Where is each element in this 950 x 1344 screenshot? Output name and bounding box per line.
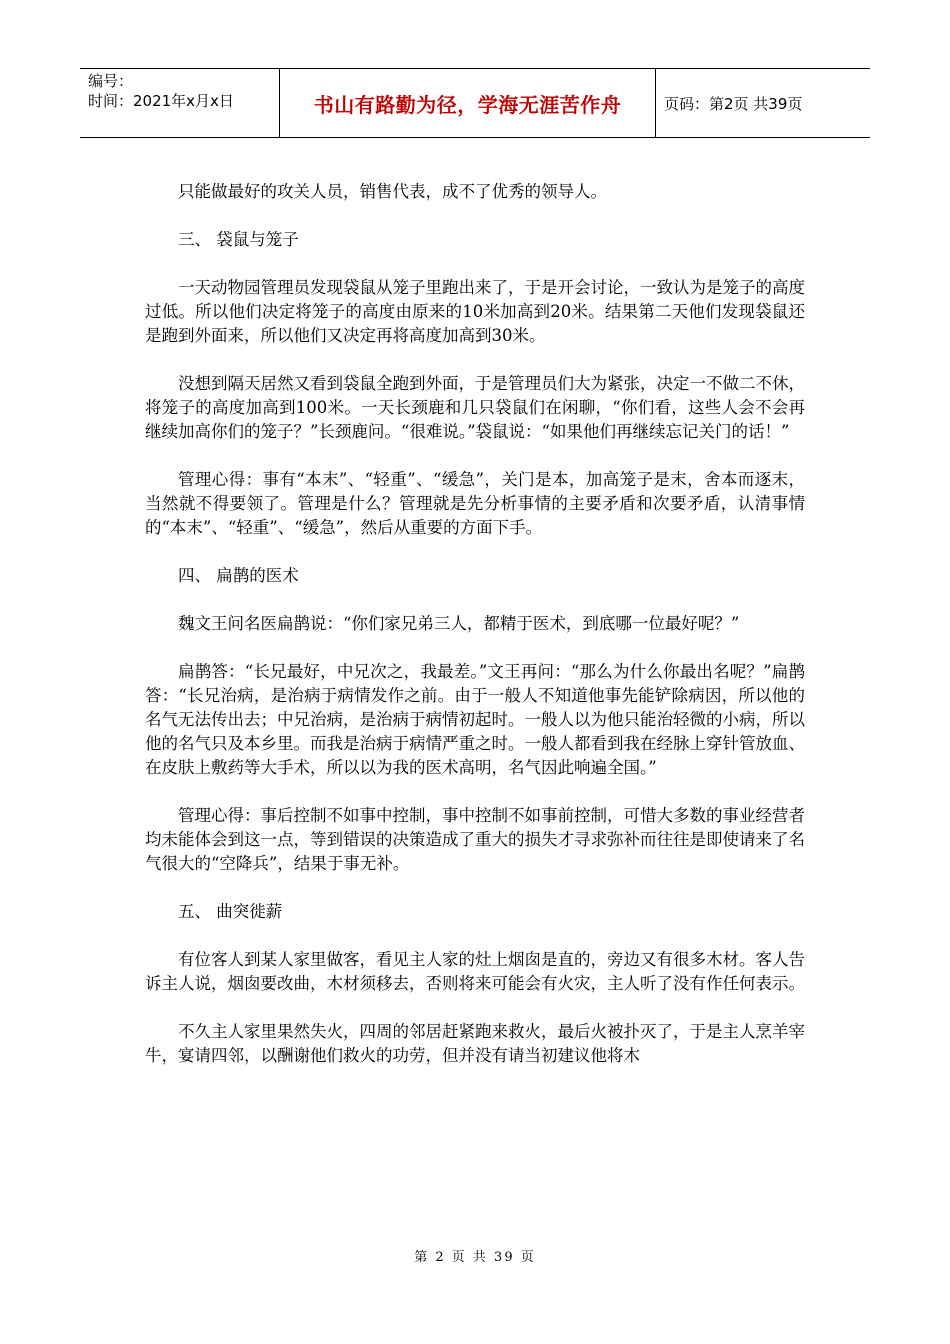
header-meta xyxy=(80,69,280,137)
document-body xyxy=(145,180,805,1092)
document-number: 编号： xyxy=(88,72,134,90)
paragraph: 只能做最好的攻关人员，销售代表，成不了优秀的领导人。 xyxy=(178,182,607,201)
paragraph: 管理心得：事有“本末”、“轻重”、“缓急”，关门是本，加高笼子是末，舍本而逐末，当然就不得要领了。管理是什么？管理就是先分析事情的主要矛盾和次要矛盾，认清事情的“本末”、“轻重”、“缓急”，然后从重要的方面下手。 xyxy=(145,470,805,537)
section-heading: 五、 曲突徙薪 xyxy=(178,902,283,921)
page-footer: 第 2 页 共 39 页 xyxy=(414,1250,536,1265)
paragraph: 魏文王问名医扁鹊说：“你们家兄弟三人，都精于医术，到底哪一位最好呢？” xyxy=(178,614,740,633)
document-date: 时间：2021年x月x日 xyxy=(88,92,234,110)
section-heading: 三、 袋鼠与笼子 xyxy=(178,230,299,249)
paragraph: 有位客人到某人家里做客，看见主人家的灶上烟囱是直的，旁边又有很多木材。客人告诉主人说，烟囱要改曲，木材须移去，否则将来可能会有火灾，主人听了没有作任何表示。 xyxy=(145,950,805,993)
paragraph: 不久主人家里果然失火，四周的邻居赶紧跑来救火，最后火被扑灭了，于是主人烹羊宰牛，宴请四邻，以酬谢他们救火的功劳，但并没有请当初建议他将木 xyxy=(145,1022,805,1065)
section-heading: 四、 扁鹊的医术 xyxy=(178,566,299,585)
page-header xyxy=(80,68,870,138)
header-motto: 书山有路勤为径，学海无涯苦作舟 xyxy=(280,69,656,137)
paragraph: 扁鹊答：“长兄最好，中兄次之，我最差。”文王再问：“那么为什么你最出名呢？”扁鹊答：“长兄治病，是治病于病情发作之前。由于一般人不知道他事先能铲除病因，所以他的名气无法传出去；中兄治病，是治病于病情初起时。一般人以为他只能治轻微的小病，所以他的名气只及本乡里。而我是治病于病情严重之时。一般人都看到我在经脉上穿针管放血、在皮肤上敷药等大手术，所以以为我的医术高明，名气因此响遍全国。” xyxy=(145,662,805,777)
header-page-info: 页码：第2页 共39页 xyxy=(664,94,803,113)
paragraph: 没想到隔天居然又看到袋鼠全跑到外面，于是管理员们大为紧张，决定一不做二不休，将笼子的高度加高到100米。一天长颈鹿和几只袋鼠们在闲聊，“你们看，这些人会不会再继续加高你们的笼子？”长颈鹿问。“很难说。”袋鼠说：“如果他们再继续忘记关门的话！” xyxy=(145,374,805,441)
paragraph: 一天动物园管理员发现袋鼠从笼子里跑出来了，于是开会讨论，一致认为是笼子的高度过低。所以他们决定将笼子的高度由原来的10米加高到20米。结果第二天他们发现袋鼠还是跑到外面来，所以他们又决定再将高度加高到30米。 xyxy=(145,278,805,345)
paragraph: 管理心得：事后控制不如事中控制，事中控制不如事前控制，可惜大多数的事业经营者均未能体会到这一点，等到错误的决策造成了重大的损失才寻求弥补而往往是即使请来了名气很大的“空降兵”，结果于事无补。 xyxy=(145,806,805,873)
